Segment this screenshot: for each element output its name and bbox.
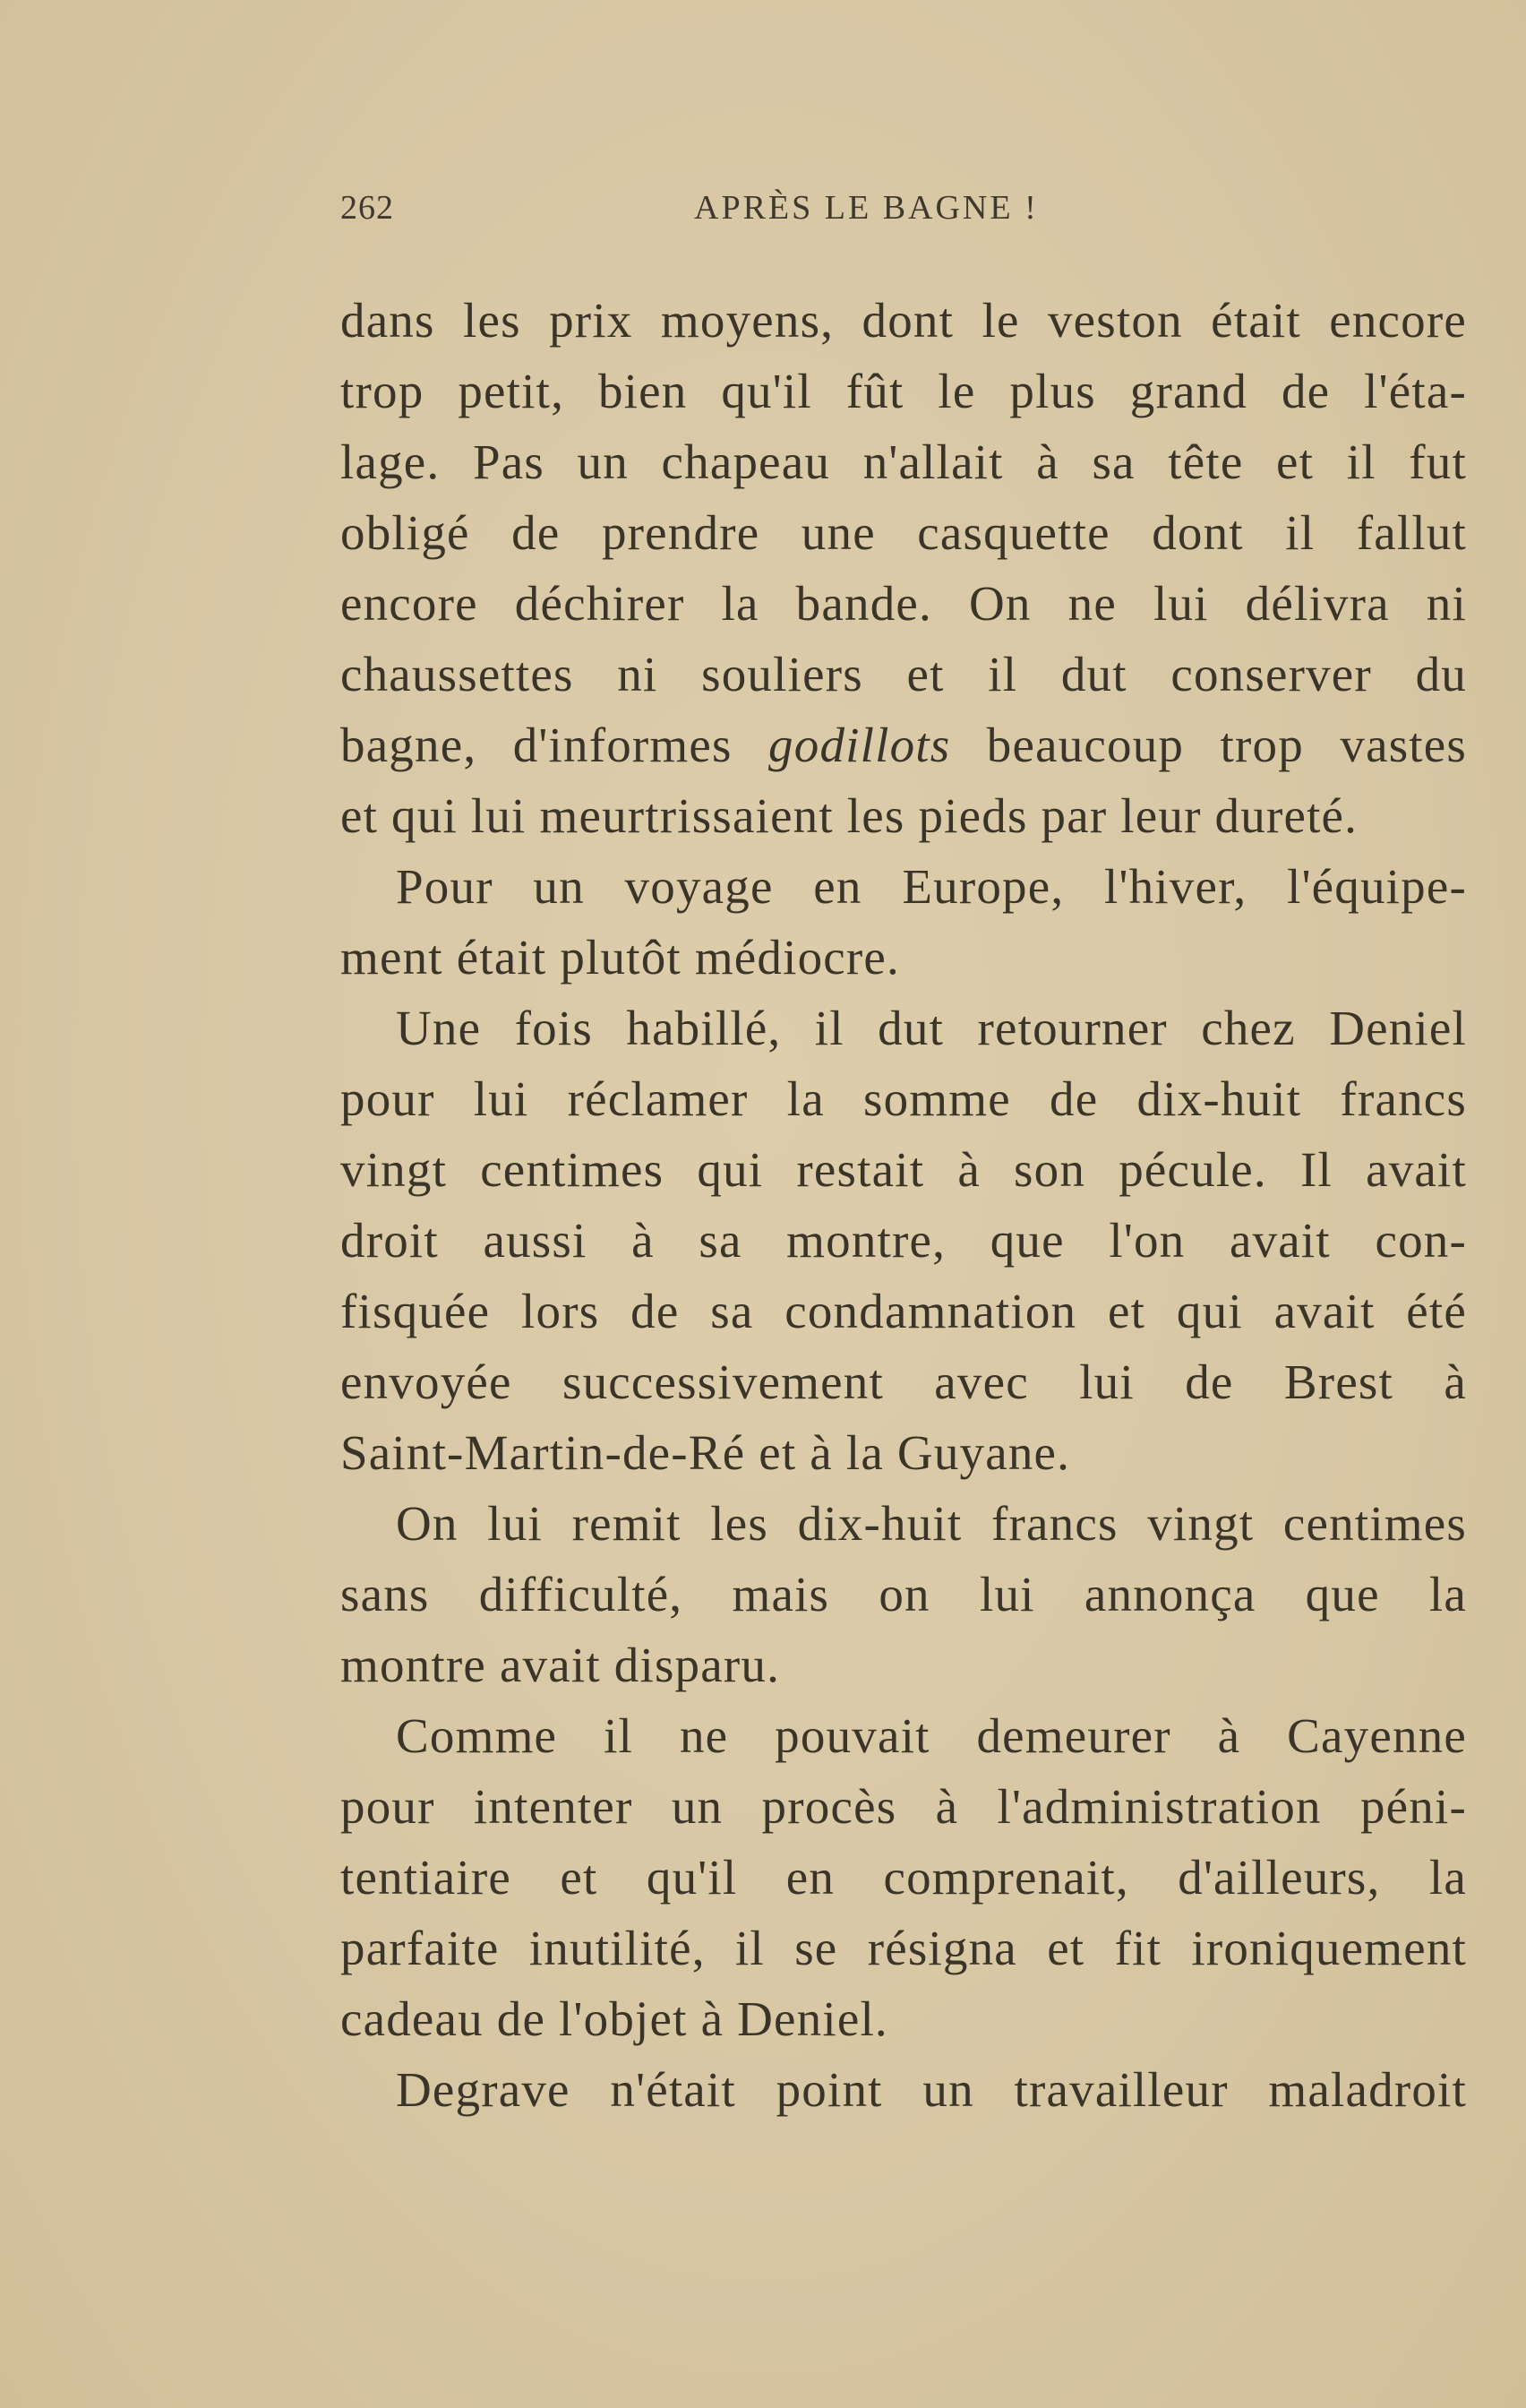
italic-word: godillots [768,718,951,772]
text-line: encore déchirer la bande. On ne lui délivra ni [340,576,1467,631]
page-header [340,188,1110,242]
body-text [340,285,1467,2125]
paragraph [340,993,1467,1488]
text-line: ment était plutôt médiocre. [340,930,900,985]
page-number: 262 [340,189,394,227]
text-line: et qui lui meurtrissaient les pieds par leur dureté. [340,788,1359,843]
text-line: trop petit, bien qu'il fût le plus grand de l'éta- [340,364,1467,418]
text-line: Pour un voyage en Europe, l'hiver, l'équipe- [396,859,1467,914]
text-segment: bagne, d'informes [340,718,769,772]
text-segment: beaucoup trop vastes [950,718,1467,772]
text-line: obligé de prendre une casquette dont il fallut [340,505,1467,560]
paragraph [340,851,1467,993]
text-line: chaussettes ni souliers et il dut conserver du [340,647,1467,701]
running-title: APRÈS LE BAGNE ! [694,189,1039,227]
text-line: On lui remit les dix-huit francs vingt centimes [396,1496,1467,1551]
text-line: pour intenter un procès à l'administration péni- [340,1779,1467,1834]
text-line: Comme il ne pouvait demeurer à Cayenne [396,1708,1467,1763]
text-line: pour lui réclamer la somme de dix-huit francs [340,1071,1467,1126]
text-line: dans les prix moyens, dont le veston était encore [340,293,1467,348]
paragraph [340,285,1467,851]
text-line: parfaite inutilité, il se résigna et fit ironiquement [340,1921,1467,1975]
paragraph [340,1700,1467,2054]
text-line: Une fois habillé, il dut retourner chez Deniel [396,1001,1467,1055]
text-line: Saint-Martin-de-Ré et à la Guyane. [340,1425,1071,1480]
paragraph [340,2054,1467,2125]
text-line: fisquée lors de sa condamnation et qui avait été [340,1284,1467,1338]
text-line: vingt centimes qui restait à son pécule. Il avait [340,1142,1467,1197]
text-line: lage. Pas un chapeau n'allait à sa tête et il fut [340,434,1467,489]
text-line: Degrave n'était point un travailleur maladroit [396,2062,1467,2117]
text-line: envoyée successivement avec lui de Brest à [340,1354,1467,1409]
text-line [340,710,1467,780]
text-line: droit aussi à sa montre, que l'on avait con- [340,1213,1467,1268]
text-line: montre avait disparu. [340,1638,781,1692]
text-line: sans difficulté, mais on lui annonça que la [340,1567,1467,1621]
text-line: tentiaire et qu'il en comprenait, d'ailleurs, la [340,1850,1467,1905]
text-line: cadeau de l'objet à Deniel. [340,1991,888,2046]
paragraph [340,1488,1467,1700]
